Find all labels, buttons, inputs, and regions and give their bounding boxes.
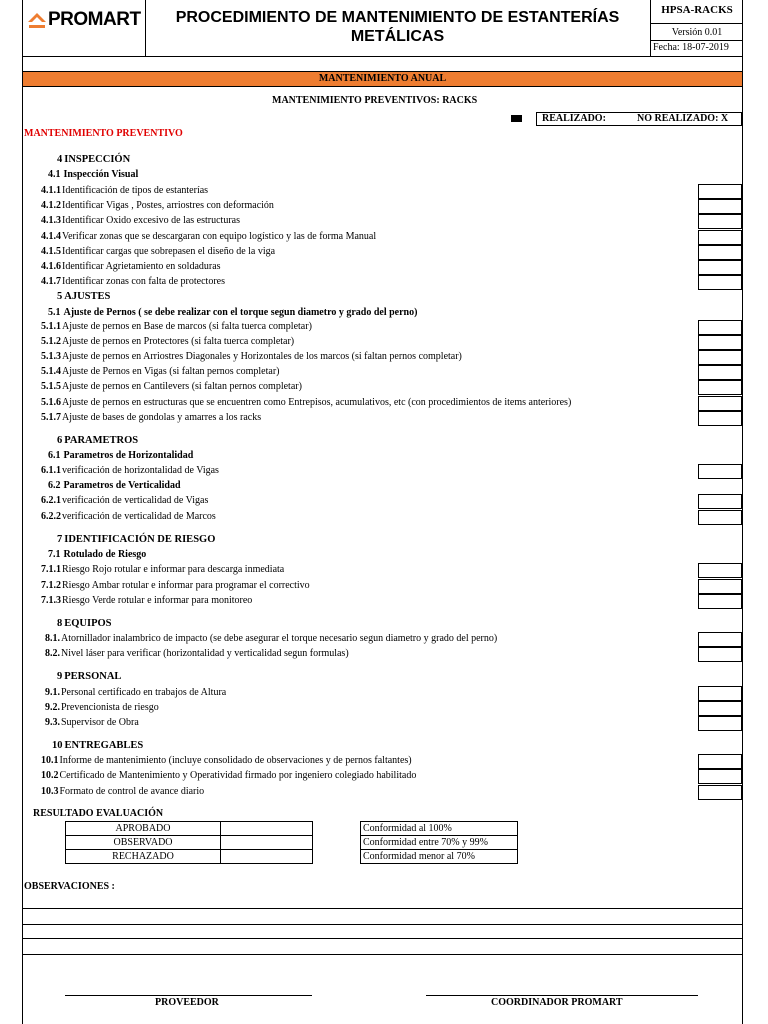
item-text: Nivel láser para verificar (horizontalidad y verticalidad segun formulas): [61, 648, 349, 659]
item-number: 4.1.7: [41, 276, 61, 287]
item-number: 5.1.7: [41, 412, 61, 423]
item-text: Identificar zonas con falta de protectores: [62, 276, 225, 287]
checklist-row: [45, 632, 497, 646]
item-text: Ajuste de pernos en Base de marcos (si falta tuerca completar): [62, 321, 312, 332]
item-text: INSPECCIÓN: [64, 154, 131, 165]
item-number: 10.2: [41, 770, 59, 781]
legend-done: REALIZADO:: [542, 113, 606, 124]
item-number: 5.1.3: [41, 351, 61, 362]
check-box[interactable]: [698, 716, 742, 731]
check-box[interactable]: [698, 396, 742, 411]
check-box[interactable]: [698, 464, 742, 479]
checklist-row: [48, 548, 146, 562]
checklist-row: [41, 199, 274, 213]
result-rechazado-cell[interactable]: [221, 850, 313, 864]
checklist-row: [41, 275, 225, 289]
item-number: 6.2.1: [41, 495, 61, 506]
check-box[interactable]: [698, 335, 742, 350]
item-text: Identificar Oxido excesivo de las estructuras: [62, 215, 240, 226]
legend-not-done: NO REALIZADO: X: [637, 113, 729, 124]
item-text: Ajuste de pernos en Cantilevers (si faltan pernos completar): [62, 381, 302, 392]
evaluation-criteria-table: [360, 821, 518, 864]
check-box[interactable]: [698, 579, 742, 594]
check-box[interactable]: [698, 563, 742, 578]
criteria-cell: Conformidad entre 70% y 99%: [361, 836, 518, 850]
item-text: PARAMETROS: [64, 435, 139, 446]
item-number: 9.1.: [45, 687, 60, 698]
item-text: Identificar cargas que sobrepasen el diseño de la viga: [62, 246, 276, 257]
checklist-row: [57, 290, 110, 304]
logo-text: PROMART: [48, 9, 141, 30]
check-box[interactable]: [698, 365, 742, 380]
item-text: Atornillador inalambrico de impacto (se debe asegurar el torque necesario segun diametro y grado del perno): [61, 633, 498, 644]
checklist-row: [41, 769, 416, 783]
evaluation-title: RESULTADO EVALUACIÓN: [33, 808, 164, 819]
item-text: Ajuste de Pernos ( se debe realizar con el torque segun diametro y grado del perno): [63, 307, 418, 318]
checklist-row: [41, 350, 462, 364]
checklist-row: [41, 230, 376, 244]
checklist-row: [57, 434, 138, 448]
item-number: 8.1.: [45, 633, 60, 644]
version-divider: [650, 40, 743, 41]
check-box[interactable]: [698, 510, 742, 525]
checklist-row: [57, 153, 130, 167]
item-number: 10.3: [41, 786, 59, 797]
checklist-row: [48, 306, 417, 320]
checklist-row: [41, 785, 204, 799]
item-text: Identificar Vigas , Postes, arriostres con deformación: [62, 200, 274, 211]
checklist-row: [57, 617, 112, 631]
item-number: 10.1: [41, 755, 59, 766]
table-row: [66, 836, 313, 850]
item-text: Parametros de Horizontalidad: [63, 450, 194, 461]
result-rechazado: RECHAZADO: [66, 850, 221, 864]
checklist-row: [48, 449, 193, 463]
item-number: 6.2.2: [41, 511, 61, 522]
checklist-row: [41, 335, 294, 349]
document-date: Fecha: 18-07-2019: [653, 42, 729, 53]
item-text: Riesgo Verde rotular e informar para monitoreo: [62, 595, 253, 606]
evaluation-results-table: [65, 821, 313, 864]
item-text: AJUSTES: [64, 291, 111, 302]
signature-proveedor: PROVEEDOR: [155, 997, 219, 1008]
checklist-row: [41, 754, 412, 768]
checklist-row: [41, 245, 275, 259]
check-box[interactable]: [698, 199, 742, 214]
check-box[interactable]: [698, 701, 742, 716]
checklist-row: [57, 670, 121, 684]
observations-line[interactable]: [22, 924, 743, 925]
observations-label: OBSERVACIONES :: [24, 881, 115, 892]
item-text: Supervisor de Obra: [61, 717, 139, 728]
item-text: Identificación de tipos de estanterías: [62, 185, 209, 196]
item-number: 7.1: [48, 549, 61, 560]
item-number: 4.1.4: [41, 231, 61, 242]
legend-box: [536, 112, 742, 126]
observations-line[interactable]: [22, 908, 743, 909]
document-version: Versión 0.01: [671, 27, 723, 38]
signature-coordinador: COORDINADOR PROMART: [491, 997, 623, 1008]
item-text: verificación de horizontalidad de Vigas: [62, 465, 219, 476]
check-box[interactable]: [698, 260, 742, 275]
check-box[interactable]: [698, 754, 742, 769]
item-number: 7.1.3: [41, 595, 61, 606]
item-text: verificación de verticalidad de Vigas: [62, 495, 209, 506]
item-number: 5.1.6: [41, 397, 61, 408]
item-text: Inspección Visual: [63, 169, 139, 180]
checklist-row: [45, 701, 159, 715]
item-text: Prevencionista de riesgo: [61, 702, 159, 713]
item-number: 8.2.: [45, 648, 60, 659]
checklist-row: [41, 184, 208, 198]
item-text: Informe de mantenimiento (incluye consolidado de observaciones y de pernos faltantes): [59, 755, 412, 766]
item-number: 5.1.5: [41, 381, 61, 392]
subtitle: MANTENIMIENTO PREVENTIVOS: RACKS: [272, 95, 478, 106]
checklist-row: [41, 563, 284, 577]
observations-line[interactable]: [22, 938, 743, 939]
checklist-row: [41, 320, 312, 334]
item-number: 5: [57, 291, 63, 302]
item-number: 4.1.3: [41, 215, 61, 226]
item-text: Ajuste de pernos en Arriostres Diagonales y Horizontales de los marcos (si faltan pernos completar): [62, 351, 462, 362]
document-code: HPSA-RACKS: [661, 4, 733, 16]
item-number: 4.1.2: [41, 200, 61, 211]
item-number: 4.1.5: [41, 246, 61, 257]
table-row: [361, 850, 518, 864]
checklist-row: [52, 739, 143, 753]
checklist-row: [41, 214, 240, 228]
check-box[interactable]: [698, 632, 742, 647]
item-number: 9: [57, 671, 63, 682]
result-aprobado-cell[interactable]: [221, 822, 313, 836]
checklist-row: [48, 479, 181, 493]
check-box[interactable]: [698, 686, 742, 701]
checklist-row: [41, 260, 221, 274]
check-box[interactable]: [698, 214, 742, 229]
document-title: [145, 8, 650, 46]
checklist-row: [41, 396, 571, 410]
check-box[interactable]: [698, 350, 742, 365]
table-row: [361, 836, 518, 850]
check-box[interactable]: [698, 275, 742, 290]
check-box[interactable]: [698, 594, 742, 609]
item-number: 6.2: [48, 480, 61, 491]
result-observado-cell[interactable]: [221, 836, 313, 850]
item-text: Rotulado de Riesgo: [63, 549, 147, 560]
item-text: IDENTIFICACIÓN DE RIESGO: [64, 534, 216, 545]
section-label: MANTENIMIENTO PREVENTIVO: [24, 128, 183, 139]
title-line-2: METÁLICAS: [350, 28, 445, 45]
checklist-row: [57, 533, 215, 547]
item-number: 6: [57, 435, 63, 446]
item-number: 4.1.1: [41, 185, 61, 196]
item-number: 4: [57, 154, 63, 165]
item-text: Riesgo Ambar rotular e informar para programar el correctivo: [62, 580, 310, 591]
legend-marker-icon: [511, 115, 522, 122]
checklist-row: [41, 411, 261, 425]
check-box[interactable]: [698, 380, 742, 395]
item-text: Ajuste de pernos en estructuras que se encuentren como Entrepisos, acumulativos, etc (con procedimientos de items anteriores): [62, 397, 572, 408]
item-number: 7.1.1: [41, 564, 61, 575]
check-box[interactable]: [698, 769, 742, 784]
observations-line[interactable]: [22, 954, 743, 955]
criteria-cell: Conformidad al 100%: [361, 822, 518, 836]
check-box[interactable]: [698, 184, 742, 199]
checklist-row: [45, 647, 349, 661]
check-box[interactable]: [698, 411, 742, 426]
checklist-row: [41, 380, 302, 394]
item-text: EQUIPOS: [64, 618, 112, 629]
item-number: 7.1.2: [41, 580, 61, 591]
item-number: 4.1: [48, 169, 61, 180]
item-text: Formato de control de avance diario: [59, 786, 205, 797]
title-line-1: PROCEDIMIENTO DE MANTENIMIENTO DE ESTANTERÍAS: [175, 9, 620, 26]
item-number: 8: [57, 618, 63, 629]
checklist-row: [45, 686, 226, 700]
item-text: Ajuste de Pernos en Vigas (si faltan pernos completar): [62, 366, 280, 377]
item-number: 10: [52, 740, 63, 751]
check-box[interactable]: [698, 494, 742, 509]
check-box[interactable]: [698, 320, 742, 335]
item-text: verificación de verticalidad de Marcos: [62, 511, 216, 522]
item-text: Ajuste de bases de gondolas y amarres a los racks: [62, 412, 262, 423]
code-divider: [650, 23, 743, 24]
item-number: 5.1: [48, 307, 61, 318]
item-text: Parametros de Verticalidad: [63, 480, 181, 491]
checklist-row: [41, 579, 310, 593]
table-row: [66, 822, 313, 836]
item-number: 9.3.: [45, 717, 60, 728]
criteria-cell: Conformidad menor al 70%: [361, 850, 518, 864]
check-box[interactable]: [698, 647, 742, 662]
checklist-row: [41, 365, 280, 379]
item-text: Ajuste de pernos en Protectores (si falta tuerca completar): [62, 336, 295, 347]
item-text: Identificar Agrietamiento en soldaduras: [62, 261, 221, 272]
item-number: 4.1.6: [41, 261, 61, 272]
annual-maintenance-banner: MANTENIMIENTO ANUAL: [23, 71, 742, 87]
item-number: 6.1: [48, 450, 61, 461]
item-number: 5.1.2: [41, 336, 61, 347]
table-row: [66, 850, 313, 864]
item-text: PERSONAL: [64, 671, 122, 682]
header-bottom-border: [22, 56, 743, 57]
checklist-row: [48, 168, 138, 182]
checklist-row: [45, 716, 139, 730]
result-observado: OBSERVADO: [66, 836, 221, 850]
check-box[interactable]: [698, 785, 742, 800]
checklist-row: [41, 494, 208, 508]
check-box[interactable]: [698, 245, 742, 260]
checklist-row: [41, 510, 216, 524]
item-text: Certificado de Mantenimiento y Operatividad firmado por ingeniero colegiado habilitado: [59, 770, 417, 781]
item-number: 6.1.1: [41, 465, 61, 476]
check-box[interactable]: [698, 230, 742, 245]
item-number: 9.2.: [45, 702, 60, 713]
checklist-row: [41, 464, 219, 478]
item-number: 5.1.4: [41, 366, 61, 377]
table-row: [361, 822, 518, 836]
item-number: 5.1.1: [41, 321, 61, 332]
item-text: Riesgo Rojo rotular e informar para descarga inmediata: [62, 564, 285, 575]
item-text: Verificar zonas que se descargaran con equipo logístico y las de forma Manual: [62, 231, 377, 242]
checklist-row: [41, 594, 252, 608]
item-number: 7: [57, 534, 63, 545]
item-text: Personal certificado en trabajos de Altura: [61, 687, 227, 698]
result-aprobado: APROBADO: [66, 822, 221, 836]
item-text: ENTREGABLES: [64, 740, 144, 751]
